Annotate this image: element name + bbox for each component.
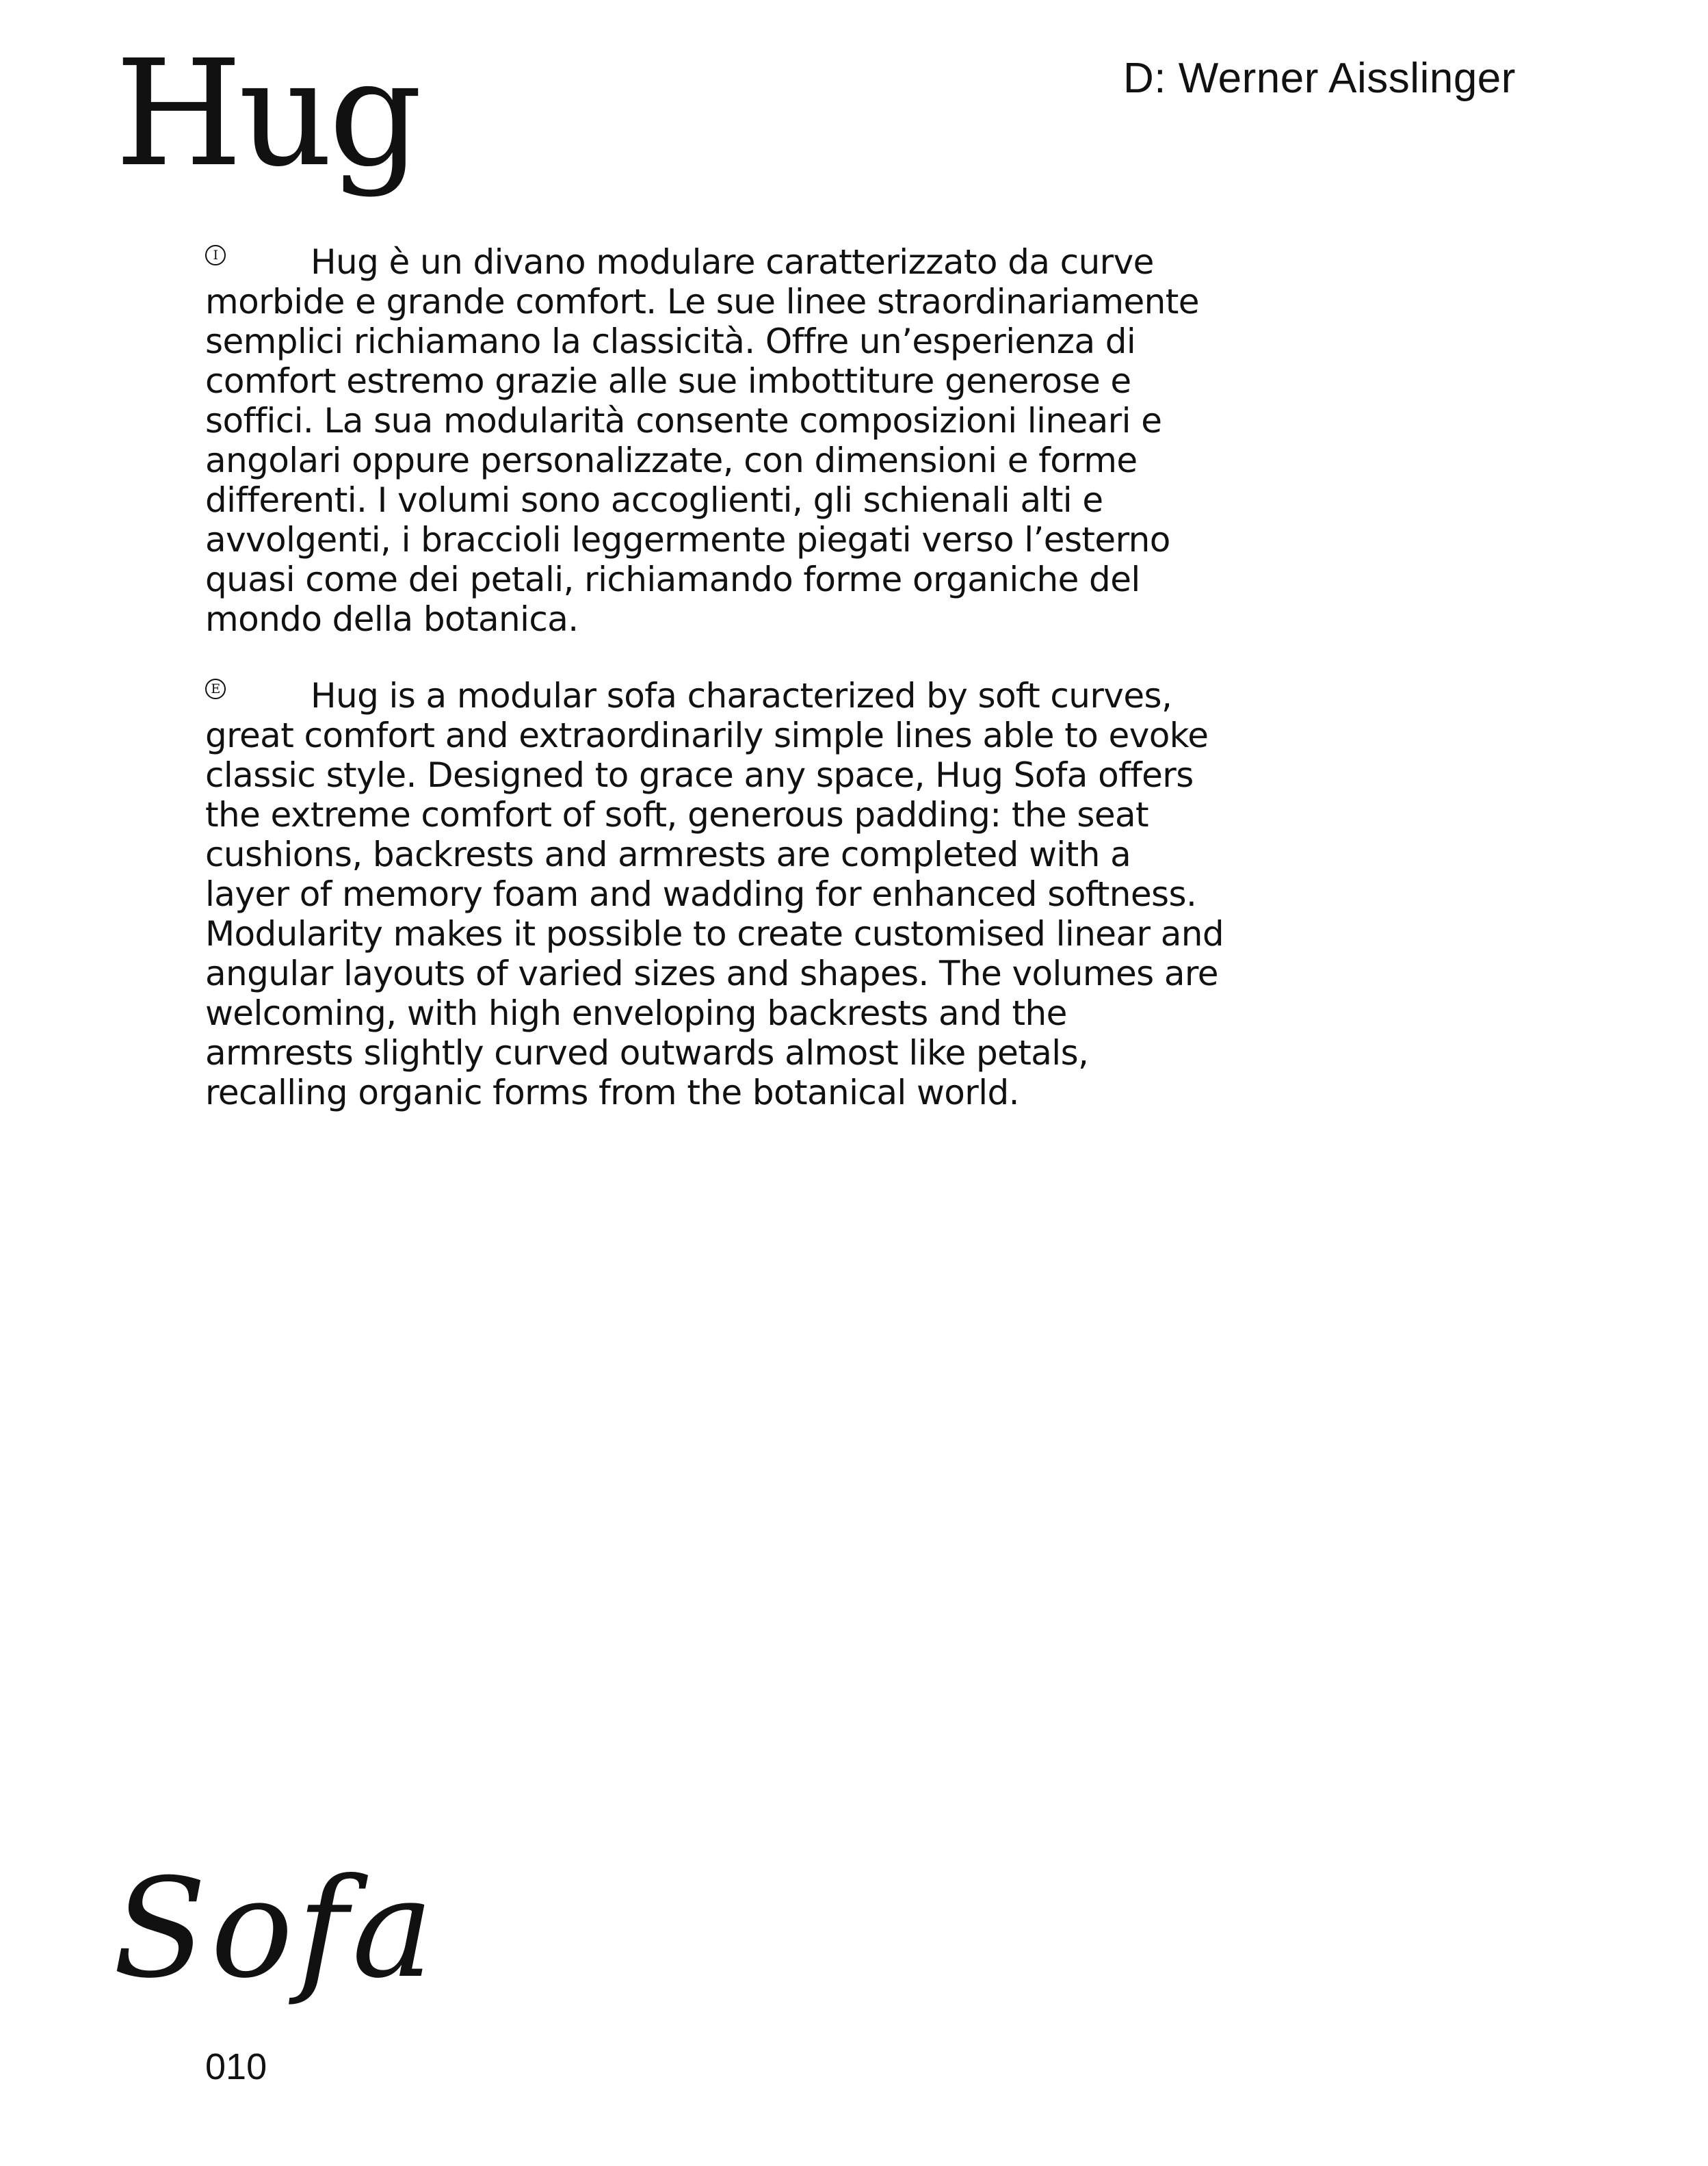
- italian-language-marker: I: [205, 245, 226, 265]
- product-category: Sofa: [113, 1849, 438, 2009]
- page-number: 010: [205, 2046, 267, 2087]
- english-description: [205, 676, 1224, 1112]
- english-language-marker: E: [205, 679, 226, 699]
- italian-description-text: Hug è un divano modulare caratterizzato da curve morbide e grande comfort. Le sue linee straordinariamente semplici richiamano la classicità. Offre un’esperienza di comfort estremo grazie alle sue imbottiture generose e soffici. La sua modularità consente composizioni lineari e angolari oppure personalizzate, con dimensioni e forme differenti. I volumi sono accoglienti, gli schienali alti e avvolgenti, i braccioli leggermente piegati verso l’esterno quasi come dei petali, richiamando forme organiche del mondo della botanica.: [205, 242, 1199, 639]
- italian-description: [205, 242, 1224, 639]
- english-description-paragraph: [205, 676, 1224, 1112]
- english-description-text: Hug is a modular sofa characterized by soft curves, great comfort and extraordinarily simple lines able to evoke classic style. Designed to grace any space, Hug Sofa offers the extreme comfort of soft, generous padding: the seat cushions, backrests and armrests are completed with a layer of memory foam and wadding for enhanced softness. Modularity makes it possible to create customised linear and angular layouts of varied sizes and shapes. The volumes are welcoming, with high enveloping backrests and the armrests slightly curved outwards almost like petals, recalling organic forms from the botanical world.: [205, 676, 1224, 1112]
- product-title: Hug: [115, 29, 419, 199]
- italian-description-paragraph: [205, 242, 1224, 639]
- designer-credit: D: Werner Aisslinger: [1123, 55, 1516, 102]
